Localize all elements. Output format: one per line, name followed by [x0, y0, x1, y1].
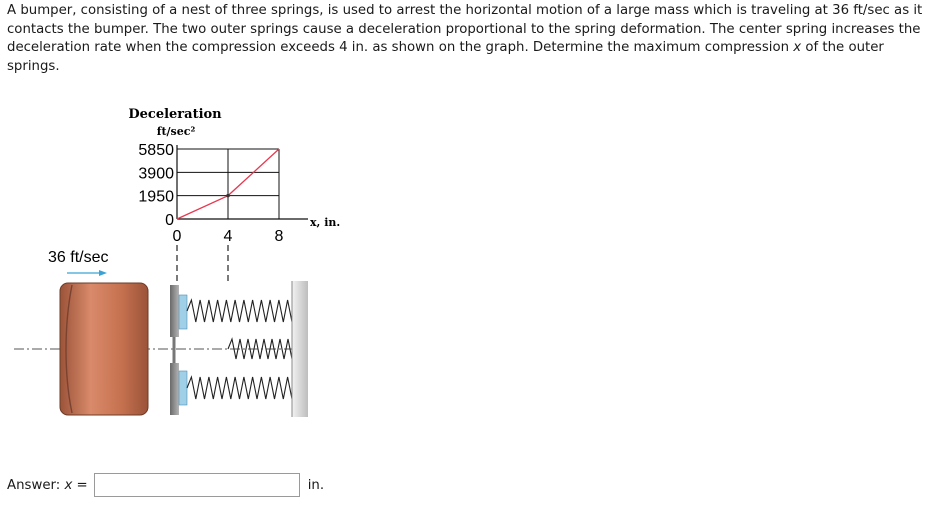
- bumper-plates: [170, 285, 187, 415]
- chart-x-tick-label: 4: [223, 228, 233, 245]
- problem-text-start: A bumper, consisting of a nest of three springs, is used to arrest the horizontal motion of a large mass which is traveling at 36 ft/sec as it contacts the bumper. The two outer springs cause a deceleration proportional to the spring deformation. The center spring increases the deceleration rate when the compression exceeds 4 in. as shown on the graph. Determine the maximum compression: [7, 3, 923, 55]
- answer-row: [7, 472, 324, 498]
- chart-x-tick-label: 0: [172, 228, 182, 245]
- chart-title: Deceleration: [128, 107, 222, 122]
- chart-y-tick-label: 3900: [138, 165, 174, 183]
- deceleration-chart: [128, 107, 340, 245]
- large-mass: [60, 283, 148, 415]
- bumper-figure: [0, 95, 360, 430]
- velocity-arrow: [67, 270, 107, 276]
- chart-y-unit: ft/sec²: [156, 125, 196, 138]
- chart-x-tick-label: 8: [274, 228, 284, 245]
- support-wall: [292, 281, 308, 417]
- chart-x-label: x, in.: [310, 216, 341, 229]
- problem-variable: x: [793, 40, 802, 55]
- answer-variable: x: [64, 477, 73, 493]
- answer-label: [7, 478, 88, 493]
- outer-spring-top: [187, 300, 292, 322]
- chart-y-tick-label: 1950: [138, 188, 174, 206]
- outer-spring-bottom: [187, 377, 292, 399]
- answer-label-suffix: =: [72, 477, 88, 493]
- problem-statement: [7, 2, 929, 76]
- answer-input[interactable]: [94, 473, 300, 497]
- compression-guides: [177, 245, 228, 283]
- speed-label: 36 ft/sec: [48, 249, 109, 266]
- center-spring: [228, 339, 292, 359]
- chart-y-tick-label: 5850: [138, 142, 174, 159]
- answer-unit: in.: [307, 477, 325, 493]
- problem-text-end: of the outer springs.: [7, 40, 884, 74]
- chart-data-point: [226, 194, 230, 198]
- chart-y-tick-label: 0: [165, 212, 174, 229]
- answer-label-prefix: Answer:: [7, 477, 65, 493]
- chart-grid: [177, 149, 279, 219]
